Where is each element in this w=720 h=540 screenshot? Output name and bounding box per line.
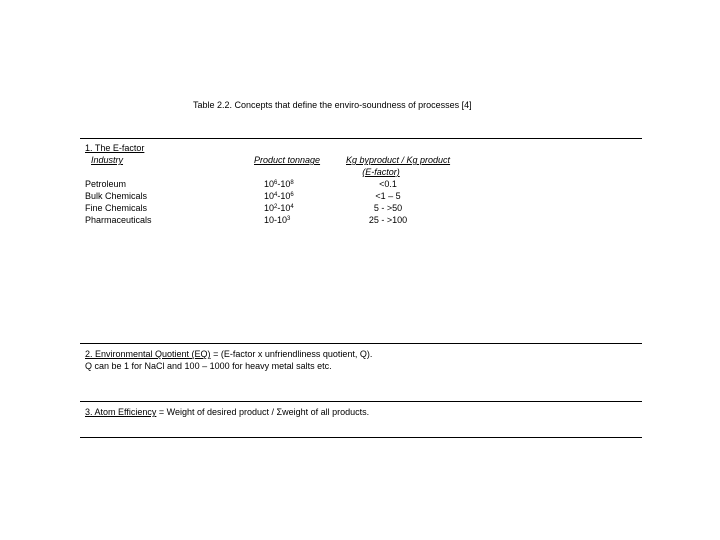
row-tonnage-value: $10^6-10^8$ bbox=[264, 179, 294, 189]
divider-top bbox=[80, 138, 642, 139]
row-industry-label: Fine Chemicals bbox=[85, 203, 148, 213]
section-atom-efficiency-term: 3. Atom Efficiency bbox=[85, 407, 157, 417]
column-header-product-tonnage: Product tonnage bbox=[254, 155, 321, 165]
section-e-factor-heading: 1. The E-factor bbox=[85, 143, 145, 153]
divider-bottom bbox=[80, 437, 642, 438]
divider-section-3 bbox=[80, 401, 642, 402]
row-efactor-value: 25 - >100 bbox=[368, 215, 408, 225]
row-industry-label: Bulk Chemicals bbox=[85, 191, 148, 201]
section-atom-efficiency-definition: = Weight of desired product / Σweight of all products. bbox=[156, 407, 370, 417]
row-industry-label: Petroleum bbox=[85, 179, 127, 189]
column-header-e-factor: Kg byproduct / Kg product bbox=[346, 155, 451, 165]
section-eq-note: Q can be 1 for NaCl and 100 – 1000 for heavy metal salts etc. bbox=[85, 361, 332, 371]
row-industry-label: Pharmaceuticals bbox=[85, 215, 152, 225]
divider-section-2 bbox=[80, 343, 642, 344]
row-efactor-value: <0.1 bbox=[379, 179, 397, 189]
section-atom-efficiency-line bbox=[85, 407, 369, 418]
section-eq-definition: = (E-factor x unfriendliness quotient, Q). bbox=[210, 349, 373, 359]
row-tonnage-value: $10-10^3$ bbox=[264, 215, 291, 225]
row-efactor-value: 5 - >50 bbox=[373, 203, 403, 213]
column-header-industry: Industry bbox=[91, 155, 124, 165]
column-header-e-factor-sub: (E-factor) bbox=[362, 167, 400, 177]
table-title: Table 2.2. Concepts that define the enviro-soundness of processes [4] bbox=[193, 100, 472, 110]
row-efactor-value: <1 – 5 bbox=[375, 191, 401, 201]
section-eq-line bbox=[85, 349, 372, 360]
row-tonnage-value: $10^4-10^6$ bbox=[264, 191, 294, 201]
section-eq-term: 2. Environmental Quotient (EQ) bbox=[85, 349, 211, 359]
row-tonnage-value: $10^2-10^4$ bbox=[264, 203, 294, 213]
